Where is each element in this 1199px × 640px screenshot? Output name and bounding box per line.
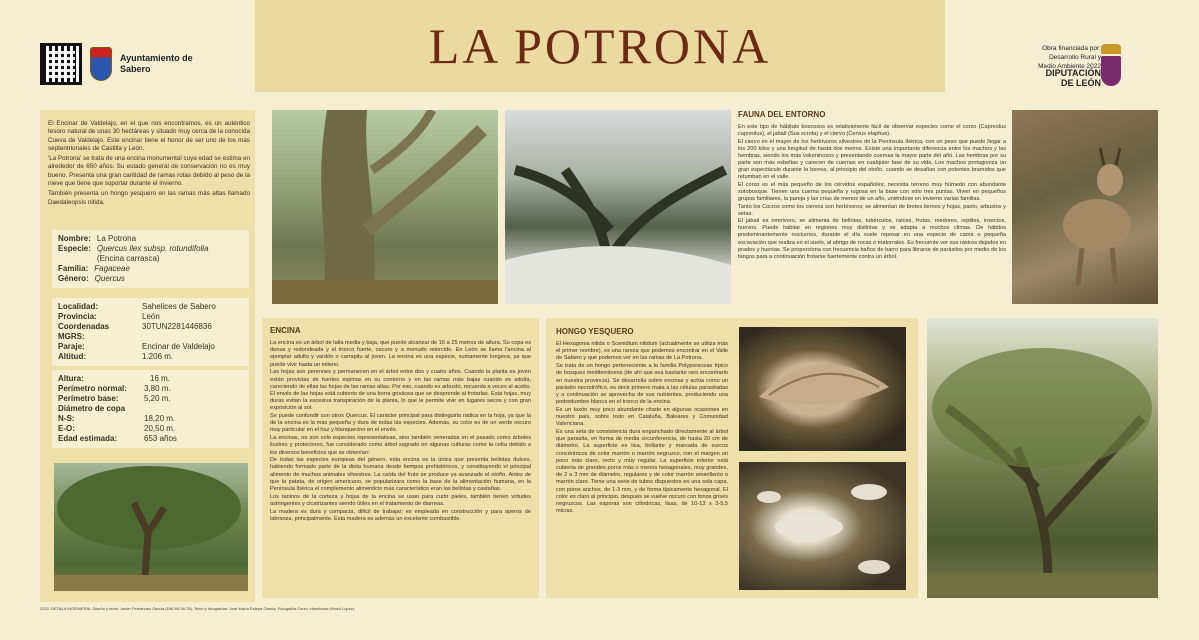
oak-grove-photo	[927, 318, 1158, 598]
municipality-logo	[40, 42, 193, 86]
measures-card: Altura: 16 m. Perímetro normal: 3,80 m. Perímetro base: 5,20 m. Diámetro de copa N-S: 18,20 m. E-O: 20,50 m. Edad estimada: 653 años	[52, 370, 249, 448]
encina-text: La encina es un árbol de talla media y baja, que puede alcanzar de 16 a 25 metros de altura. Su copa es densa y redondeada y el tronco fuerte, oscuro y a menudo retorcido. En León se llama l'ancina al ejemplar adulto y vardón o carrapitu al joven. La encina es una especie, sumamente longeva, ya que puede vivir hasta un mileno. Las hojas son perennes y permanecen en el árbol entre dos y cuatro años. Cuando la planta es joven están provistas de fuertes espinas en su contorno y en las ramas más bajas cuando es adulta, careciendo de ellas las hojas de las ramas altas. Por eso, cuando es arbusto, recuerda a veces al acebo. El envés de las hojas está cubierto de una borra grisácea que se desprende al frotarlas. Esta hojas, muy duras evitan la excesiva transpiración de la planta, lo que le permite vivir en lugares secos y con gran exposición al sol. Se puede confundir con otros Quercus. El carácter principal para distinguirla radica en la hoja, ya que la de la encina es la más pequeña y dura de todas las especies. Además, su color es de un verde oscuro muy particular en el haz y blanquecino en el envés. La encinas, no son solo especies representativas, sino también veneradas en el pasado como árboles ilustres y protectores, fue considerado como árbol sagrado en algunas culturas como la celta debido a los diversos beneficios que se obtenían: De todas las especies europeas del género, esta encina es la única que presenta bellotas dulces, habiendo formado parte de la dieta humana desde tiempos prehistóricos, y constituyendo el principal alimento de muchos animales silvestres. La caída del fruto se produce ya avanzado el otoño. Antes de que la patata, de origen americano, se popularizara como la base de la alimentación humana, en la Península Ibérica el complemento alimenticio más característico eran las bellotas y castañas. Los taninos de la corteza y hojas de la encina se usan para curtir pieles, también tienen virtudes astringentes y cicatrizantes siendo útiles en el tratamiento de diarreas. La madera es dura y compacta, difícil de trabajar; es empleada en construcción y para aperos de labranza, principalmente. Esta madera es además un excelente combustible.	[270, 340, 531, 522]
bracket-fungus-photo	[739, 327, 906, 451]
oak-canopy-photo	[54, 463, 248, 591]
la-potrona-trunk-photo	[272, 110, 498, 304]
taxonomy-card: Nombre: La Potrona Especie: Quercus ilex subsp. rotundifolia (Encina carrasca) Familia: Fagaceae Género: Quercus	[52, 230, 249, 288]
credits-footer: 2022. DETALA INGENIERIA. Diseño y texto: Javier Fernández García (DNI 69-36-78). Texto y fotografías: José María Estepa García. Fotografía Corzo: Hombuost (Hanzl López).	[40, 606, 356, 611]
title-banner	[255, 0, 945, 92]
encina-section	[262, 318, 539, 598]
hongo-section	[556, 327, 728, 516]
fauna-text: En este tipo de hábitats boscosos es relativamente fácil de observar especies como el corzo (Capreolus capreolus), el jabalí (Sus scrofa) y el ciervo (Cervus elaphus). El ciervo es el mayor de los herbívoros silvestres de la Península Ibérica, con un peso que puede llegar a los 200 kilos y una longitud de hasta dos metros. Existe una importante diferencia entre los machos y las hembras, siendo los más voluminosos y presentando cuernas la mayor parte del año. Las hembras por su parte son más esbeltas y carecen de cuernas en cualquier fase de su vida. Los machos protagoniza un gran espectáculo durante la berrea, al principio del otoño, cuando se desafían con potentes bramidos que retumban en el valle. El corzo es el más pequeño de los cérvidos españoles; necesita terreno muy húmedo con abundante sotobosque. Tienen una cuerna pequeña y rugosa en la base con sólo tres puntas. Viven en pequeños grupos familiares, la pareja y las crías de menos de un año, uniéndose en invierno varias familias. Tanto los Corzos como los ciervos son herbívoros; se alimentan de brotes tiernos y hojas, pasto, arbustos y setas. El jabalí es omnívoro, se alimenta de bellotas, tubérculos, raíces, frutas, roedores, reptiles, insectos, huevos. Puede habitar en regiones muy distintas y se adapta a muchos climas. De hábitos predominantemente nocturnos, durante el día suele reposar en una especie de cama o pequeña excavación que realiza en el suelo, al abrigo de rocas o matorrales. Es frecuente ver sus rastros dejados en prados y huertas. Se proporciona con frecuencia baños de barro para librarse de parásitos por medio de los fangos para a continuación frotarse fuertemente contra un árbol.	[738, 124, 1006, 260]
coat-of-arms-icon	[90, 47, 112, 81]
fauna-section	[738, 110, 1006, 308]
fauna-heading: FAUNA DEL ENTORNO	[738, 110, 826, 119]
municipality-name: Ayuntamiento de Sabero	[120, 53, 193, 74]
page-title: LA POTRONA	[428, 18, 772, 74]
white-fungus-photo	[739, 462, 906, 590]
hongo-heading: HONGO YESQUERO	[556, 327, 634, 336]
qr-code-icon[interactable]	[40, 43, 82, 85]
crown-shield-icon	[1101, 44, 1121, 86]
encina-heading: ENCINA	[270, 326, 301, 335]
intro-text: El Encinar de Valdelajo, en el que nos encontramos, es un auténtico tesoro natural de unas 30 hectáreas y situado muy cerca de la conocida Cueva de Valdelajo. Este encinar tiene el honor de ser uno de los más septentrionales de Castilla y León. 'La Potrona' se trata de una encina monumental cuya edad se estima en alrededor de 650 años. Su estado general de conservación no es muy bueno. Presenta una gran cantidad de ramas rotas debido al peso de la nieve que tiene que soportar durante el invierno. También presenta un hongo yesquero en las ramas más altas llamado Daedaleopsis nitida.	[48, 120, 250, 206]
location-card: Localidad: Sahelices de Sabero Provincia: León Coordenadas MGRS: 30TUN2281446836 Paraje: Encinar de Valdelajo Altitud: 1.206 m.	[52, 298, 249, 366]
hongo-text: El Hexagonia nitida o Scenidium nitidum (actualmente se utiliza más el primer nombre), es una rareza que podemos encontrar en el Valle de Sabero y que podemos ver en las ramas de La Potrona. Se trata de un hongo perteneciente a la familia Polyporaceae típico de bosques mediterráneos (de ahí que sea bastante raro encontrarlo en nuestra provincia). Se desarrolla sobre encinas y actúa como un parásito necrotrófico, es decir primero mata a las células parasitadas y a continuación se aprovecha de sus nutrientes, produciendo una podredumbre blanca en el tronco de la encina. Es un taxón muy poco abundante citado en algunas ocasiones en nuestro país, sobre todo en Cataluña, Baleares y Comunidad Valenciana. Es una seta de consistencia dura enganchado directamente al árbol que parasita, en forma de media circunferencia, de hasta 20 cm de diámetro. La superficie es lisa, brillante y marcada de surcos concéntricos de color marrón o marrón negruzco, con el margen un poco más claro, recto y muy regular. La superficie inferior está cubierta de grandes poros más o menos hexagonales, muy grandes, de 2 a 3 mm de diámetro, regulares y de color marrón amarillento o marrón claro. Tiene una serie de tubos dispuestos en una sola capa, con poros anchos, de 1-3 mm, y de forma típicamente hexagonal. El color es claro al principio, después se vuelve oscuro con tonos grises negruzcos. Las esporas son cilíndricas, lisas, de 10-13 x 3-5,5 micras.	[556, 341, 728, 515]
roe-deer-photo	[1012, 110, 1158, 304]
snowy-oak-photo	[505, 110, 731, 304]
funding-text: Obra financiada por: Desarrollo Rural y Medio Ambiente 2022	[1038, 45, 1101, 70]
diputacion-logo	[999, 44, 1159, 90]
diputacion-name: DIPUTACIÓN DE LEÓN	[1045, 68, 1101, 88]
